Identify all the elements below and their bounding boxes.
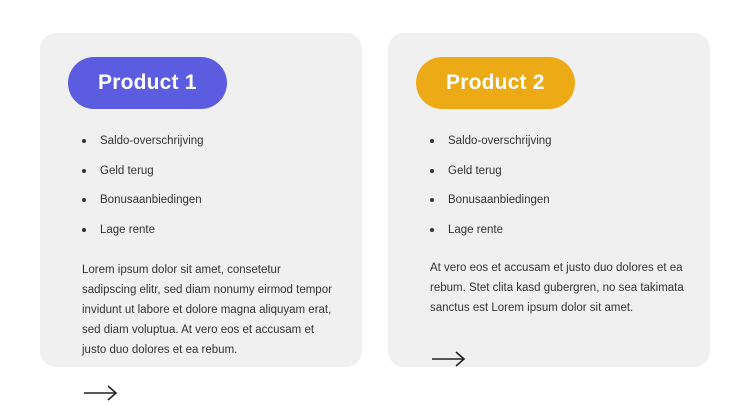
- product-1-badge: Product 1: [68, 57, 227, 109]
- list-item: Saldo-overschrijving: [82, 133, 280, 150]
- product-2-badge: Product 2: [416, 57, 575, 109]
- arrow-right-icon[interactable]: [82, 382, 124, 404]
- product-1-description: Lorem ipsum dolor sit amet, consetetur sadipscing elitr, sed diam nonumy eirmod tempor invidunt ut labore et dolore magna aliquyam erat, sed diam voluptua. At vero eos et accusam et justo duo dolores et ea rebum.: [82, 263, 332, 357]
- list-item: Bonusaanbiedingen: [430, 192, 684, 209]
- list-item: Lage rente: [430, 222, 684, 239]
- list-item: Geld terug: [430, 163, 684, 180]
- product-card-2: [388, 33, 710, 367]
- list-item: Geld terug: [82, 163, 280, 180]
- product-2-feature-list: [414, 133, 684, 252]
- product-card-1: [40, 33, 362, 367]
- product-1-feature-list: [66, 133, 336, 252]
- arrow-right-icon[interactable]: [430, 348, 472, 370]
- list-item: Bonusaanbiedingen: [82, 192, 280, 209]
- list-item: Lage rente: [82, 222, 280, 239]
- list-item: Saldo-overschrijving: [430, 133, 684, 150]
- product-2-description: At vero eos et accusam et justo duo dolores et ea rebum. Stet clita kasd gubergren, no sea takimata sanctus est Lorem ipsum dolor sit amet.: [430, 261, 684, 314]
